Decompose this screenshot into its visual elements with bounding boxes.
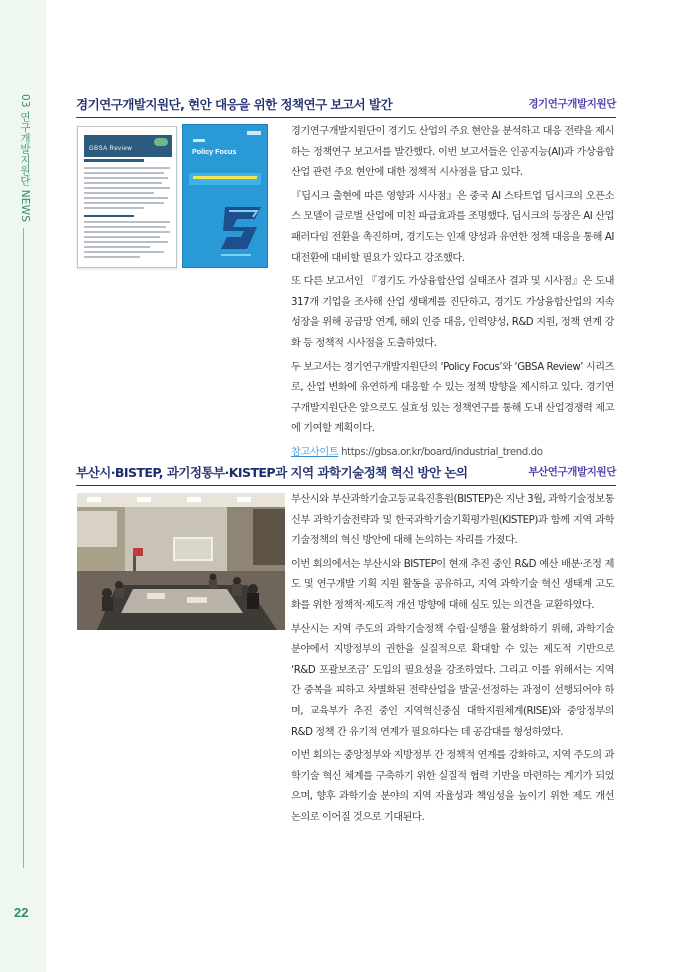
meeting-room-image (77, 493, 285, 630)
meeting-photo (77, 493, 285, 630)
cover-right-title: Policy Focus (192, 147, 237, 156)
article-2-source: 부산연구개발지원단 (528, 466, 616, 478)
reference-line (291, 443, 614, 463)
reference-url[interactable]: https://gbsa.or.kr/board/industrial_trend.do (341, 446, 543, 458)
section-label: 03 연구개발지원단 NEWS (19, 94, 31, 223)
article-2-paragraph: 부산시와 부산과학기술고등교육진흥원(BISTEP)은 지난 3월, 과학기술정보통신부 과학기술전략과 및 한국과학기술기획평가원(KISTEP)과 함께 지역 과학기술정책의 혁신 방안에 대해 논의하는 자리를 가졌다. (291, 494, 614, 547)
cover-title-band (189, 173, 261, 185)
article-1-paragraph: 또 다른 보고서인 『경기도 가상융합산업 실태조사 결과 및 시사점』은 도내 317개 기업을 조사해 산업 생태계를 진단하고, 경기도 가상융합산업의 지속 성장을 위해 공급망 연계, 해외 인증 대응, 인력양성, R&D 지원, 정책 연계 강화 등 정책적 시사점을 도출하였다. (291, 276, 614, 349)
sidebar-rule (23, 228, 24, 868)
cover-graphic-icon (217, 203, 267, 261)
policy-focus-cover-image (182, 124, 268, 268)
gbsa-review-cover-image (77, 126, 177, 268)
cover-subtitle-bar (84, 159, 144, 162)
article-2-body (291, 490, 614, 832)
cover-header-band (84, 135, 172, 157)
article-1-header (76, 94, 616, 118)
article-1-paragraph: 경기연구개발지원단이 경기도 산업의 주요 현안을 분석하고 대응 전략을 제시하는 정책연구 보고서를 발간했다. 이번 보고서들은 인공지능(AI)과 가상융합산업 관련 주요 현안에 대한 정책적 시사점을 담고 있다. (291, 126, 614, 179)
article-2-title: 부산시·BISTEP, 과기정통부·KISTEP과 지역 과학기술정책 혁신 방안 논의 (76, 465, 468, 480)
cover-left-title: GBSA Review (89, 146, 133, 152)
article-1-paragraph: 두 보고서는 경기연구개발지원단의 ‘Policy Focus’와 ‘GBSA Review’ 시리즈로, 산업 변화에 유연하게 대응할 수 있는 정책 방향을 제시하고 있다. 경기연구개발지원단은 앞으로도 실효성 있는 정책연구를 통해 도내 산업경쟁력 제고에 기여할 계획이다. (291, 361, 614, 435)
side-bar (0, 0, 46, 972)
article-2-paragraph: 부산시는 지역 주도의 과학기술정책 수립·실행을 활성화하기 위해, 과학기술 분야에서 지방정부의 권한을 실질적으로 확대할 수 있는 제도적 기반으로 ‘R&D 포괄보조금’ 도입의 필요성을 강조하였다. 그리고 이를 위해서는 지역 간 중복을 피하고 차별화된 전략산업을 발굴·선정하는 과정이 선행되어야 하며, 교육부가 추진 중인 지역혁신중심 대학지원체계(RISE)와 중앙정부의 R&D 정책 간 유기적 연계가 필요하다는 데 공감대를 형성하였다. (291, 623, 614, 738)
article-2-paragraph: 이번 회의는 중앙정부와 지방정부 간 정책적 연계를 강화하고, 지역 주도의 과학기술 혁신 체계를 구축하기 위한 실질적 협력 기반을 마련하는 계기가 되었으며, 향후 과학기술 분야의 지역 자율성과 책임성을 높이기 위한 제도 개선 논의로 이어질 것으로 기대된다. (291, 750, 614, 823)
article-1-source: 경기연구개발지원단 (528, 98, 616, 110)
article-1-body (291, 122, 614, 463)
cover-logo (247, 131, 261, 135)
cover-badge (154, 138, 168, 146)
article-2-paragraph: 이번 회의에서는 부산시와 BISTEP이 현재 추진 중인 R&D 예산 배분·조정 제도 및 연구개발 기획 지원 활동을 공유하고, 지역 과학기술 혁신 생태계 고도화를 위한 정책적·제도적 개선 방향에 대해 심도 있는 의견을 교환하였다. (291, 558, 614, 611)
reference-link[interactable]: 참고사이트 (291, 446, 339, 458)
article-1-paragraph: 『딥시크 출현에 따른 영향과 시사점』은 중국 AI 스타트업 딥시크의 오픈소스 모델이 글로벌 산업에 미친 파급효과를 조명했다. 딥시크의 등장은 AI 산업 패러다임 전환을 촉진하며, 경기도는 인재 양성과 유연한 정책 대응을 통해 AI 대전환에 대비할 필요가 있다고 강조했다. (291, 190, 614, 264)
article-2-header (76, 462, 616, 486)
page-number: 22 (14, 905, 29, 920)
article-1-title: 경기연구개발지원단, 현안 대응을 위한 정책연구 보고서 발간 (76, 97, 393, 112)
